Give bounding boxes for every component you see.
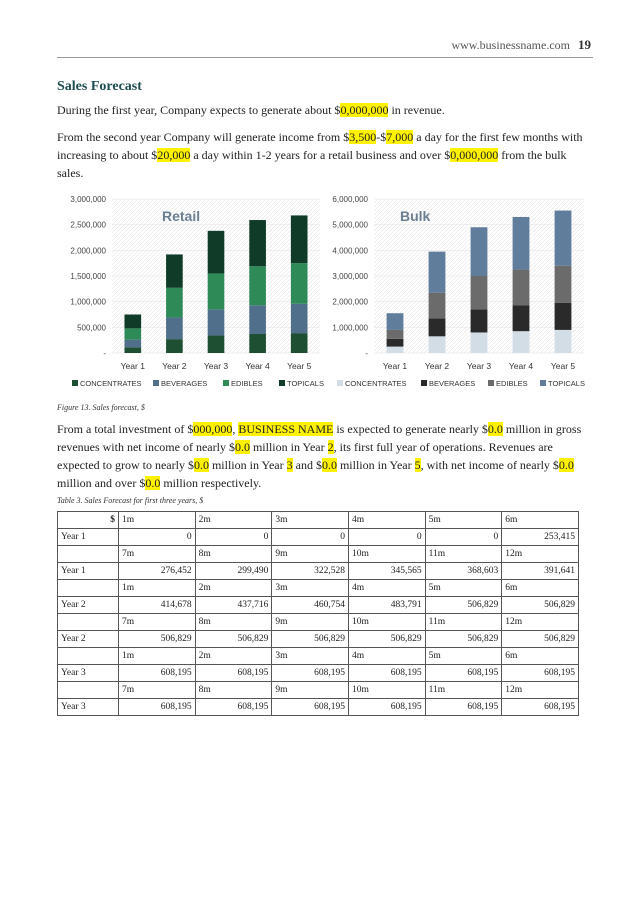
bar-segment	[471, 276, 488, 309]
bar-segment	[429, 336, 446, 353]
y-tick-label: 3,000,000	[70, 195, 106, 204]
bar-segment	[166, 339, 183, 353]
highlight: 0.0	[321, 458, 337, 472]
month-header: 4m	[348, 648, 425, 665]
bar-segment	[471, 227, 488, 276]
highlight: 000,000	[193, 422, 233, 436]
table-cell: 0	[195, 529, 272, 546]
table-cell: 608,195	[119, 665, 196, 682]
y-tick-label: -	[103, 349, 106, 358]
bar-segment	[387, 347, 404, 353]
table-cell: 506,829	[348, 631, 425, 648]
month-header: 7m	[119, 546, 196, 563]
table-cell: 608,195	[272, 699, 349, 716]
bar-segment	[513, 217, 530, 270]
x-tick-label: Year 1	[120, 361, 145, 371]
table-row	[58, 529, 579, 546]
bar-segment	[387, 330, 404, 339]
table-cell: 506,829	[502, 597, 579, 614]
month-header: 8m	[195, 682, 272, 699]
y-tick-label: -	[365, 349, 368, 358]
table-cell: 506,829	[272, 631, 349, 648]
x-tick-label: Year 2	[162, 361, 187, 371]
bar-segment	[555, 211, 572, 266]
text: from the bulk sales.	[57, 148, 567, 180]
legend-entry: EDIBLES	[231, 379, 263, 388]
table-row	[58, 699, 579, 716]
table-empty-cell	[58, 614, 119, 631]
bar-segment	[208, 231, 225, 274]
paragraph-investment	[57, 420, 587, 492]
text: and $	[292, 458, 322, 472]
month-header: 9m	[272, 682, 349, 699]
bar-segment	[291, 333, 308, 353]
text: million in Year	[249, 440, 328, 454]
sales-forecast-table	[57, 511, 579, 716]
text: From the second year Company will generate income from $	[57, 130, 350, 144]
y-tick-label: 1,000,000	[70, 297, 106, 307]
table-caption: Table 3. Sales Forecast for first three years, $	[57, 496, 204, 505]
text: a day for the first few months with increasing to about $	[57, 130, 583, 162]
table-empty-cell	[58, 546, 119, 563]
month-header: 11m	[425, 682, 502, 699]
highlight: 3	[286, 458, 293, 472]
table-cell: 322,528	[272, 563, 349, 580]
table-cell: 253,415	[502, 529, 579, 546]
text: , its first full year of operations. Revenues are expected to grow to nearly $	[57, 440, 553, 472]
month-header: 9m	[272, 614, 349, 631]
month-header: 10m	[348, 614, 425, 631]
month-header: 12m	[502, 614, 579, 631]
legend-entry: CONCENTRATES	[345, 379, 407, 388]
y-tick-label: 5,000,000	[332, 220, 368, 230]
bar-segment	[429, 252, 446, 293]
table-cell: 345,565	[348, 563, 425, 580]
y-tick-label: 1,500,000	[70, 272, 106, 281]
year-label: Year 2	[58, 631, 119, 648]
year-label: Year 3	[58, 665, 119, 682]
chart-title: Bulk	[400, 208, 431, 224]
month-header: 5m	[425, 580, 502, 597]
text: ,	[232, 422, 239, 436]
bar-segment	[471, 309, 488, 332]
month-header: 8m	[195, 614, 272, 631]
y-tick-label: 500,000	[77, 323, 106, 333]
month-header: 11m	[425, 614, 502, 631]
bar-segment	[291, 304, 308, 334]
month-header: 2m	[195, 580, 272, 597]
table-cell: 608,195	[348, 699, 425, 716]
year-label: Year 2	[58, 597, 119, 614]
bar-segment	[249, 266, 266, 305]
highlight: 3,500	[349, 130, 377, 144]
table-cell: 506,829	[425, 631, 502, 648]
table-cell: 608,195	[502, 699, 579, 716]
highlight: BUSINESS NAME	[238, 422, 334, 436]
month-header: 2m	[195, 512, 272, 529]
table-cell: 608,195	[348, 665, 425, 682]
table-cell: 608,195	[195, 699, 272, 716]
table-cell: 506,829	[119, 631, 196, 648]
month-header: 7m	[119, 682, 196, 699]
bar-segment	[513, 331, 530, 353]
legend-entry: BEVERAGES	[161, 379, 208, 388]
table-cell: 0	[272, 529, 349, 546]
text: million and over $	[57, 476, 146, 490]
table-row	[58, 597, 579, 614]
site-url: www.businessname.com	[451, 38, 570, 52]
y-tick-label: 4,000,000	[332, 246, 368, 256]
table-cell: 608,195	[502, 665, 579, 682]
bar-segment	[387, 339, 404, 347]
bar-segment	[166, 254, 183, 287]
bar-segment	[471, 332, 488, 353]
table-empty-cell	[58, 682, 119, 699]
highlight: 0.0	[558, 458, 574, 472]
highlight: 20,000	[157, 148, 191, 162]
table-header-row	[58, 546, 579, 563]
figure-caption: Figure 13. Sales forecast, $	[57, 403, 145, 412]
table-header-row	[58, 648, 579, 665]
bar-segment	[249, 334, 266, 353]
table-cell: 0	[348, 529, 425, 546]
text: million in gross revenues with net income of nearly $	[57, 422, 582, 454]
month-header: 3m	[272, 648, 349, 665]
legend-swatch	[279, 380, 285, 386]
table-cell: 608,195	[119, 699, 196, 716]
legend-swatch	[153, 380, 159, 386]
x-tick-label: Year 1	[382, 361, 408, 371]
bar-segment	[208, 336, 225, 353]
table-cell: 506,829	[425, 597, 502, 614]
month-header: 4m	[348, 580, 425, 597]
table-cell: 368,603	[425, 563, 502, 580]
bar-segment	[291, 215, 308, 263]
bar-segment	[387, 313, 404, 330]
x-tick-label: Year 2	[424, 361, 450, 371]
month-header: 1m	[119, 648, 196, 665]
table-header-row	[58, 682, 579, 699]
text: During the first year, Company expects to generate about $	[57, 103, 341, 117]
bar-segment	[249, 305, 266, 334]
x-tick-label: Year 5	[550, 361, 576, 371]
highlight: 5	[414, 458, 421, 472]
bar-segment	[124, 347, 141, 353]
y-tick-label: 2,500,000	[70, 220, 106, 230]
month-header: 10m	[348, 682, 425, 699]
month-header: 5m	[425, 648, 502, 665]
table-cell: 608,195	[425, 699, 502, 716]
text: -$	[376, 130, 387, 144]
bar-segment	[208, 273, 225, 309]
month-header: 3m	[272, 580, 349, 597]
legend-swatch	[540, 380, 546, 386]
month-header: 5m	[425, 512, 502, 529]
text: is expected to generate nearly $	[333, 422, 488, 436]
bar-segment	[291, 263, 308, 304]
bar-segment	[166, 318, 183, 340]
table-cell: 460,754	[272, 597, 349, 614]
table-cell: 483,791	[348, 597, 425, 614]
bar-segment	[124, 328, 141, 339]
section-title: Sales Forecast	[57, 79, 142, 94]
y-tick-label: 1,000,000	[332, 323, 368, 333]
legend-entry: TOPICALS	[548, 379, 585, 388]
legend-swatch	[223, 380, 229, 386]
bar-segment	[124, 340, 141, 348]
bar-segment	[513, 306, 530, 332]
month-header: 10m	[348, 546, 425, 563]
bar-segment	[166, 288, 183, 318]
y-tick-label: 6,000,000	[332, 195, 368, 204]
table-header-row	[58, 614, 579, 631]
legend-swatch	[488, 380, 494, 386]
month-header: 6m	[502, 580, 579, 597]
sales-forecast-charts	[0, 185, 638, 400]
legend-swatch	[337, 380, 343, 386]
text: in revenue.	[388, 103, 445, 117]
bar-segment	[429, 318, 446, 336]
table-empty-cell	[58, 648, 119, 665]
month-header: 11m	[425, 546, 502, 563]
table-cell: 608,195	[425, 665, 502, 682]
table-cell: 276,452	[119, 563, 196, 580]
table-cell: 608,195	[195, 665, 272, 682]
paragraph-revenue	[57, 101, 587, 119]
legend-entry: EDIBLES	[496, 379, 528, 388]
month-header: 3m	[272, 512, 349, 529]
highlight: 0,000,000	[450, 148, 499, 162]
month-header: 8m	[195, 546, 272, 563]
page-header	[451, 37, 591, 53]
highlight: 0.0	[487, 422, 503, 436]
month-header: 12m	[502, 682, 579, 699]
table-cell: 414,678	[119, 597, 196, 614]
month-header: 2m	[195, 648, 272, 665]
month-header: 12m	[502, 546, 579, 563]
text: million in Year	[336, 458, 415, 472]
table-cell: 0	[425, 529, 502, 546]
table-cell: 506,829	[195, 631, 272, 648]
table-cell: 391,641	[502, 563, 579, 580]
x-tick-label: Year 3	[203, 361, 229, 371]
bar-segment	[208, 309, 225, 335]
legend-entry: TOPICALS	[287, 379, 324, 388]
text: From a total investment of $	[57, 422, 194, 436]
month-header: 6m	[502, 648, 579, 665]
month-header: 7m	[119, 614, 196, 631]
month-header: 9m	[272, 546, 349, 563]
highlight: 7,000	[386, 130, 414, 144]
table-cell: 506,829	[502, 631, 579, 648]
highlight: 0.0	[145, 476, 161, 490]
bar-segment	[555, 330, 572, 353]
table-header-row	[58, 512, 579, 529]
page-number: 19	[578, 37, 591, 52]
bar-segment	[555, 303, 572, 330]
header-rule	[57, 57, 593, 58]
bar-segment	[124, 315, 141, 329]
text: million in Year	[208, 458, 287, 472]
table-cell: 437,716	[195, 597, 272, 614]
table-corner: $	[58, 512, 119, 529]
legend-entry: BEVERAGES	[429, 379, 476, 388]
table-cell: 608,195	[272, 665, 349, 682]
month-header: 6m	[502, 512, 579, 529]
text: a day within 1-2 years for a retail business and over $	[190, 148, 451, 162]
x-tick-label: Year 4	[245, 361, 270, 371]
bar-segment	[513, 270, 530, 306]
x-tick-label: Year 3	[466, 361, 492, 371]
highlight: 0,000,000	[340, 103, 389, 117]
year-label: Year 1	[58, 563, 119, 580]
paragraph-income	[57, 128, 587, 182]
legend-swatch	[72, 380, 78, 386]
year-label: Year 1	[58, 529, 119, 546]
x-tick-label: Year 5	[287, 361, 312, 371]
table-empty-cell	[58, 580, 119, 597]
legend-swatch	[421, 380, 427, 386]
month-header: 4m	[348, 512, 425, 529]
table-row	[58, 665, 579, 682]
bar-segment	[249, 220, 266, 266]
year-label: Year 3	[58, 699, 119, 716]
y-tick-label: 2,000,000	[332, 297, 368, 307]
highlight: 0.0	[234, 440, 250, 454]
legend-entry: CONCENTRATES	[80, 379, 142, 388]
y-tick-label: 2,000,000	[70, 246, 106, 256]
table-cell: 0	[119, 529, 196, 546]
month-header: 1m	[119, 580, 196, 597]
table-header-row	[58, 580, 579, 597]
bar-segment	[429, 293, 446, 319]
chart-title: Retail	[162, 208, 201, 224]
highlight: 0.0	[193, 458, 209, 472]
text: , with net income of nearly $	[420, 458, 559, 472]
bar-segment	[555, 266, 572, 303]
text: million respectively.	[160, 476, 262, 490]
month-header: 1m	[119, 512, 196, 529]
table-cell: 299,490	[195, 563, 272, 580]
x-tick-label: Year 4	[508, 361, 534, 371]
highlight: 2	[327, 440, 334, 454]
y-tick-label: 3,000,000	[332, 272, 368, 281]
table-row	[58, 631, 579, 648]
table-row	[58, 563, 579, 580]
